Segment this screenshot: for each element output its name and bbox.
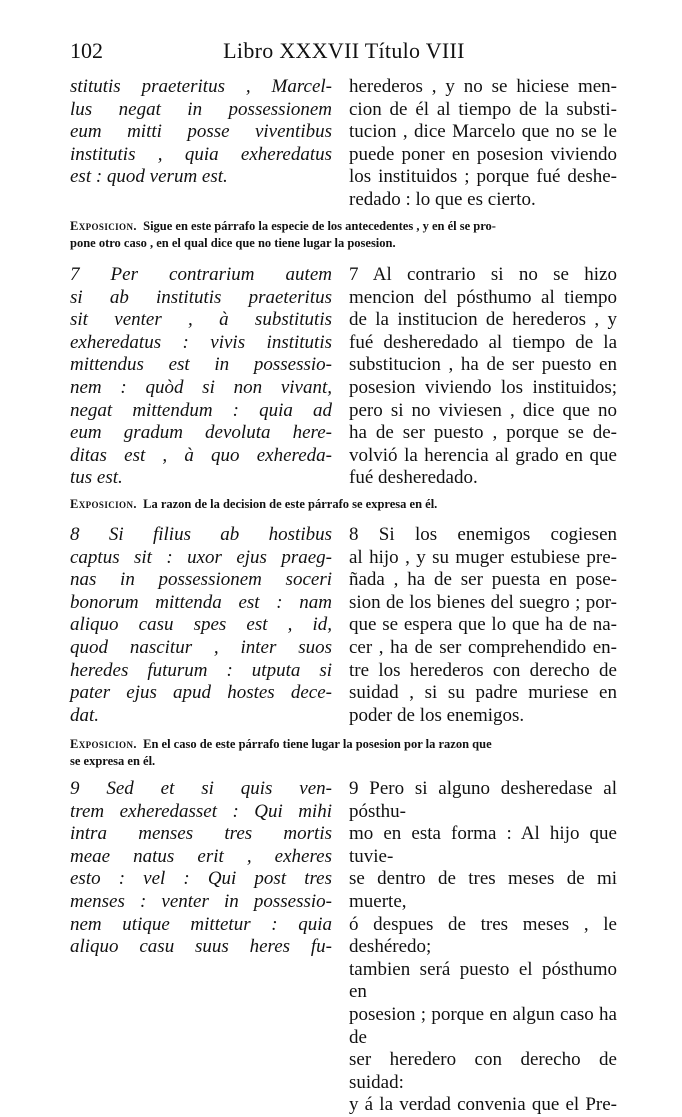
spanish-line: fué desheredado. xyxy=(349,467,478,489)
latin-line: trem exheredasset : Qui mihi xyxy=(70,800,332,822)
latin-line: negat mittendum : quia ad xyxy=(70,399,332,421)
latin-line: mittendus est in possessio- xyxy=(70,354,332,376)
spanish-line: fué desheredado al tiempo de la xyxy=(349,331,617,353)
spanish-line: y á la verdad convenia que el Pre- xyxy=(349,1094,617,1116)
latin-column-section-9 xyxy=(70,778,332,959)
spanish-line: los instituidos ; porque fué deshe- xyxy=(349,166,617,188)
latin-line: quod nascitur , inter suos xyxy=(70,636,332,658)
spanish-line: ser heredero con derecho de suidad: xyxy=(349,1049,617,1093)
exposicion-label: Exposicion. xyxy=(70,497,137,511)
spanish-line: tre los herederos con derecho de xyxy=(349,659,617,681)
latin-line: si ab institutis praeteritus xyxy=(70,286,332,308)
latin-column-section-8 xyxy=(70,524,332,727)
spanish-column-continuation xyxy=(349,76,617,212)
spanish-column-section-9 xyxy=(349,778,617,1117)
page-header xyxy=(70,38,618,68)
spanish-line: volvió la herencia al grado en que xyxy=(349,444,617,466)
latin-line: exheredatus : vivis institutis xyxy=(70,331,332,353)
spanish-line: que se espera que lo que ha de na- xyxy=(349,614,617,636)
latin-line: nas in possessionem soceri xyxy=(70,569,332,591)
exposicion-line xyxy=(70,218,618,235)
spanish-line: suidad , si su padre muriese en xyxy=(349,682,617,704)
exposicion-line: pone otro caso , en el qual dice que no tiene lugar la posesion. xyxy=(70,236,396,250)
exposicion-note xyxy=(70,736,618,770)
spanish-line: puede poner en posesion viviendo xyxy=(349,143,617,165)
spanish-line: 9 Pero si alguno desheredase al pósthu- xyxy=(349,778,617,822)
latin-line: tus est. xyxy=(70,467,123,489)
exposicion-note xyxy=(70,218,618,252)
latin-line: institutis , quia exheredatus xyxy=(70,143,332,165)
latin-line: captus sit : uxor ejus praeg- xyxy=(70,546,332,568)
spanish-line: cion de él al tiempo de la substi- xyxy=(349,98,617,120)
latin-column-continuation xyxy=(70,76,332,189)
exposicion-text: En el caso de este párrafo tiene lugar la posesion por la razon que xyxy=(143,737,492,751)
spanish-line: posesion ; porque en algun caso ha de xyxy=(349,1003,617,1048)
spanish-line: poder de los enemigos. xyxy=(349,704,525,726)
spanish-line: de la institucion de herederos , y xyxy=(349,309,617,331)
latin-line: lus negat in possessionem xyxy=(70,98,332,120)
latin-line: dat. xyxy=(70,704,100,726)
spanish-line: se dentro de tres meses de mi muerte, xyxy=(349,868,617,912)
latin-line: meae natus erit , exheres xyxy=(70,845,332,867)
spanish-line: substitucion , ha de ser puesto en xyxy=(349,354,617,376)
spanish-line: ó despues de tres meses , le deshéredo; xyxy=(349,913,617,958)
spanish-line: mo en esta forma : Al hijo que tuvie- xyxy=(349,823,617,867)
latin-line: 7 Per contrarium autem xyxy=(70,264,332,285)
latin-line: eum mitti posse viventibus xyxy=(70,121,332,143)
exposicion-text: Sigue en este párrafo la especie de los antecedentes , y en él se pro- xyxy=(143,219,496,233)
latin-line: 8 Si filius ab hostibus xyxy=(70,524,332,545)
latin-column-section-7 xyxy=(70,264,332,490)
latin-line: ditas est , à quo exhereda- xyxy=(70,444,332,466)
exposicion-label: Exposicion. xyxy=(70,737,137,751)
spanish-line: ha de ser puesto , porque se de- xyxy=(349,422,617,444)
spanish-line: posesion viviendo los instituidos; xyxy=(349,376,617,398)
exposicion-line: se expresa en él. xyxy=(70,754,156,768)
spanish-line: redado : lo que es cierto. xyxy=(349,188,536,210)
exposicion-label: Exposicion. xyxy=(70,219,137,233)
latin-line: sit venter , à substitutis xyxy=(70,309,332,331)
latin-line: intra menses tres mortis xyxy=(70,823,332,845)
latin-line: nem : quòd si non vivant, xyxy=(70,376,332,398)
spanish-line: herederos , y no se hiciese men- xyxy=(349,76,617,97)
spanish-line: 7 Al contrario si no se hizo xyxy=(349,264,617,285)
spanish-line: pero si no viviesen , dice que no xyxy=(349,399,617,421)
exposicion-line xyxy=(70,736,618,753)
latin-line: stitutis praeteritus , Marcel- xyxy=(70,76,332,97)
latin-line: pater ejus apud hostes dece- xyxy=(70,682,332,704)
latin-line: eum gradum devoluta here- xyxy=(70,422,332,444)
latin-line: est : quod verum est. xyxy=(70,166,228,188)
latin-line: esto : vel : Qui post tres xyxy=(70,868,332,890)
exposicion-line xyxy=(70,496,618,513)
latin-line: aliquo casu suus heres fu- xyxy=(70,936,332,958)
spanish-line: al hijo , y su muger estubiese pre- xyxy=(349,546,617,568)
latin-line: bonorum mittenda est : nam xyxy=(70,591,332,613)
latin-line: nem utique mittetur : quia xyxy=(70,913,332,935)
latin-line: heredes futurum : utputa si xyxy=(70,659,332,681)
exposicion-text: La razon de la decision de este párrafo se expresa en él. xyxy=(143,497,438,511)
exposicion-note xyxy=(70,496,618,513)
running-title: Libro XXXVII Título VIII xyxy=(223,38,465,63)
spanish-column-section-7 xyxy=(349,264,617,490)
spanish-line: 8 Si los enemigos cogiesen xyxy=(349,524,617,545)
page-number: 102 xyxy=(70,38,103,63)
spanish-line: tambien será puesto el pósthumo en xyxy=(349,958,617,1003)
spanish-line: cer , ha de ser comprehendido en- xyxy=(349,636,617,658)
latin-line: aliquo casu spes est , id, xyxy=(70,614,332,636)
spanish-line: tucion , dice Marcelo que no se le xyxy=(349,121,617,143)
spanish-column-section-8 xyxy=(349,524,617,727)
latin-line: 9 Sed et si quis ven- xyxy=(70,778,332,799)
latin-line: menses : venter in possessio- xyxy=(70,890,332,912)
spanish-line: mencion del pósthumo al tiempo xyxy=(349,286,617,308)
spanish-line: sion de los bienes del suegro ; por- xyxy=(349,591,617,613)
spanish-line: ñada , ha de ser puesta en pose- xyxy=(349,569,617,591)
